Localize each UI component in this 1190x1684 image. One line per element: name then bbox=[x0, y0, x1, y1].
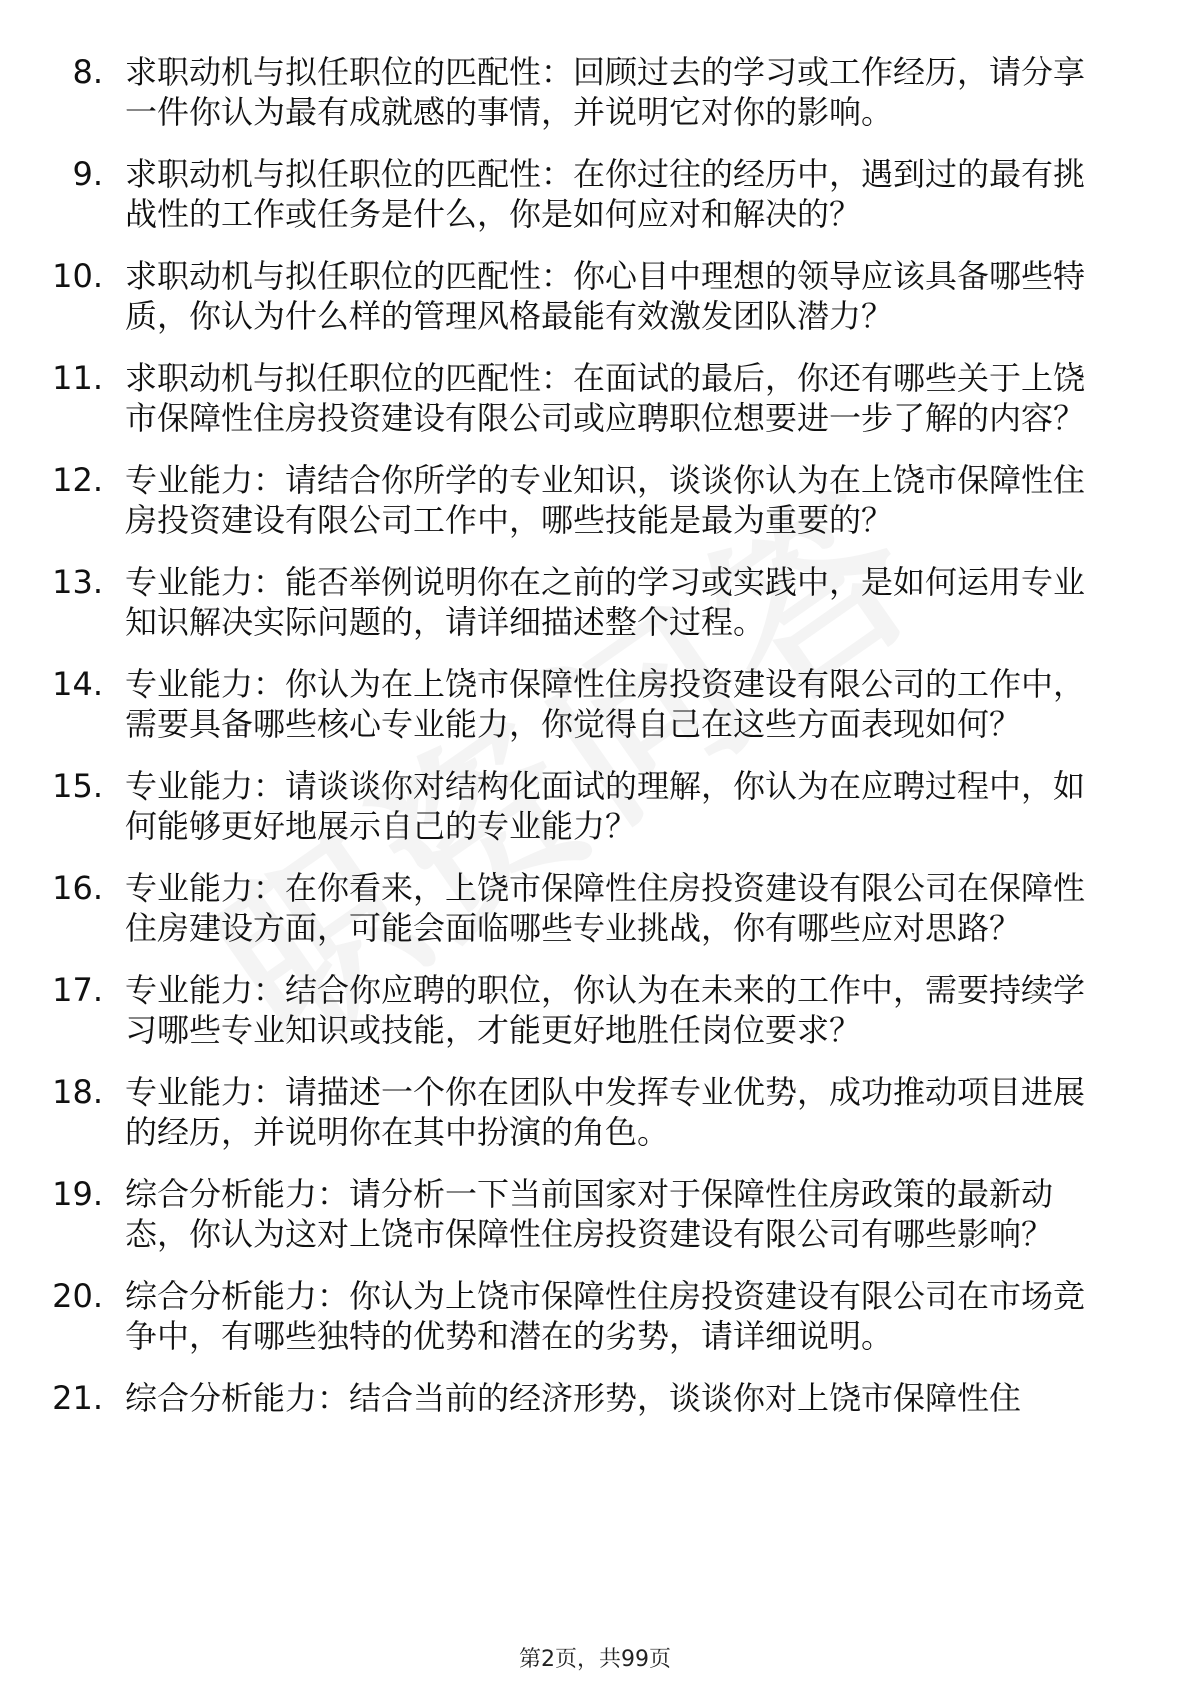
question-number: 18. bbox=[52, 1073, 103, 1111]
question-number: 8. bbox=[72, 53, 103, 91]
question-number: 11. bbox=[52, 359, 103, 397]
question-item bbox=[0, 970, 1105, 1050]
question-item bbox=[0, 664, 1105, 744]
question-item bbox=[0, 460, 1105, 540]
question-item bbox=[0, 52, 1105, 132]
question-item bbox=[0, 1072, 1105, 1152]
question-item bbox=[0, 1378, 1105, 1418]
question-text: 求职动机与拟任职位的匹配性：在面试的最后，你还有哪些关于上饶市保障性住房投资建设有限公司或应聘职位想要进一步了解的内容？ bbox=[125, 359, 1086, 437]
question-text: 综合分析能力：结合当前的经济形势，谈谈你对上饶市保障性住 bbox=[125, 1379, 1022, 1417]
question-number: 21. bbox=[52, 1379, 103, 1417]
question-number: 13. bbox=[52, 563, 103, 601]
question-item bbox=[0, 256, 1105, 336]
question-text: 综合分析能力：请分析一下当前国家对于保障性住房政策的最新动态，你认为这对上饶市保障性住房投资建设有限公司有哪些影响？ bbox=[125, 1175, 1054, 1253]
question-text: 求职动机与拟任职位的匹配性：回顾过去的学习或工作经历，请分享一件你认为最有成就感的事情，并说明它对你的影响。 bbox=[125, 53, 1086, 131]
question-item bbox=[0, 1276, 1105, 1356]
question-number: 10. bbox=[52, 257, 103, 295]
question-number: 16. bbox=[52, 869, 103, 907]
question-item bbox=[0, 1174, 1105, 1254]
question-text: 专业能力：请谈谈你对结构化面试的理解，你认为在应聘过程中，如何能够更好地展示自己的专业能力？ bbox=[125, 767, 1086, 845]
question-text: 综合分析能力：你认为上饶市保障性住房投资建设有限公司在市场竞争中，有哪些独特的优势和潜在的劣势，请详细说明。 bbox=[125, 1277, 1086, 1355]
page-footer: 第2页，共99页 bbox=[519, 1647, 671, 1672]
question-item bbox=[0, 868, 1105, 948]
question-list bbox=[0, 52, 1190, 1440]
question-item bbox=[0, 154, 1105, 234]
question-text: 专业能力：结合你应聘的职位，你认为在未来的工作中，需要持续学习哪些专业知识或技能，才能更好地胜任岗位要求？ bbox=[125, 971, 1086, 1049]
question-item bbox=[0, 562, 1105, 642]
question-text: 专业能力：能否举例说明你在之前的学习或实践中，是如何运用专业知识解决实际问题的，请详细描述整个过程。 bbox=[125, 563, 1086, 641]
question-number: 20. bbox=[52, 1277, 103, 1315]
question-item bbox=[0, 358, 1105, 438]
question-number: 14. bbox=[52, 665, 103, 703]
question-text: 专业能力：你认为在上饶市保障性住房投资建设有限公司的工作中，需要具备哪些核心专业能力，你觉得自己在这些方面表现如何？ bbox=[125, 665, 1086, 743]
question-text: 专业能力：请描述一个你在团队中发挥专业优势，成功推动项目进展的经历，并说明你在其中扮演的角色。 bbox=[125, 1073, 1086, 1151]
question-number: 12. bbox=[52, 461, 103, 499]
question-number: 9. bbox=[72, 155, 103, 193]
question-text: 专业能力：请结合你所学的专业知识，谈谈你认为在上饶市保障性住房投资建设有限公司工作中，哪些技能是最为重要的？ bbox=[125, 461, 1086, 539]
question-number: 15. bbox=[52, 767, 103, 805]
question-text: 求职动机与拟任职位的匹配性：你心目中理想的领导应该具备哪些特质，你认为什么样的管理风格最能有效激发团队潜力？ bbox=[125, 257, 1086, 335]
question-number: 19. bbox=[52, 1175, 103, 1213]
question-text: 专业能力：在你看来，上饶市保障性住房投资建设有限公司在保障性住房建设方面，可能会面临哪些专业挑战，你有哪些应对思路？ bbox=[125, 869, 1086, 947]
question-item bbox=[0, 766, 1105, 846]
question-number: 17. bbox=[52, 971, 103, 1009]
question-text: 求职动机与拟任职位的匹配性：在你过往的经历中，遇到过的最有挑战性的工作或任务是什么，你是如何应对和解决的？ bbox=[125, 155, 1086, 233]
